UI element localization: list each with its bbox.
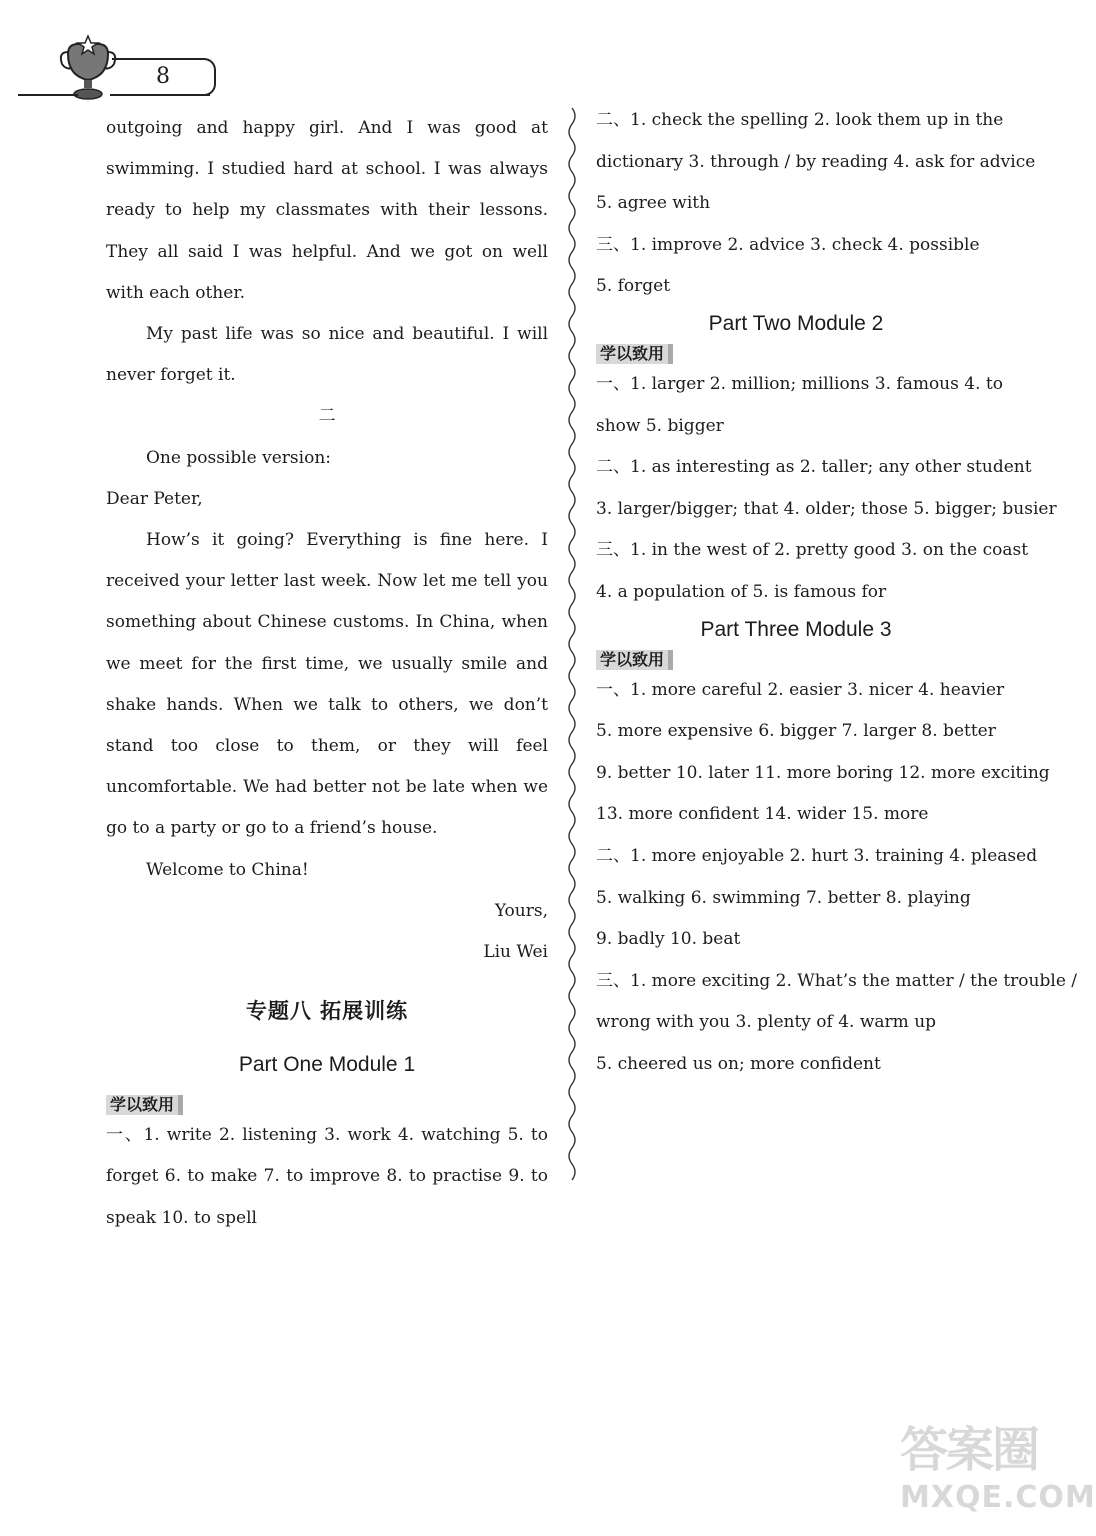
answer-line: 5. cheered us on; more confident — [596, 1053, 881, 1074]
answer-line: 二、1. as interesting as 2. taller; any other student — [596, 457, 1032, 478]
right-column — [596, 100, 1078, 1085]
part-three-title: Part Three Module 3 — [700, 617, 892, 641]
letter-signature: Liu Wei — [483, 942, 548, 963]
answer-line: wrong with you 3. plenty of 4. warm up — [596, 1012, 937, 1033]
watermark-logo — [900, 1420, 1096, 1532]
header-rule-left — [18, 94, 78, 96]
answer-line: 一、1. larger 2. million; millions 3. famous 4. to — [596, 373, 1003, 394]
watermark-cn: 答案圈 — [900, 1422, 1039, 1478]
answer-line: 三、1. improve 2. advice 3. check 4. possible — [596, 234, 980, 255]
answer-line: 4. a population of 5. is famous for — [596, 581, 887, 602]
part-two-tag: 学以致用 — [596, 344, 673, 364]
topic-title: 专题八 拓展训练 — [245, 999, 409, 1024]
letter-salutation: Dear Peter, — [106, 488, 203, 509]
answer-line: 3. larger/bigger; that 4. older; those 5. bigger; busier — [596, 498, 1057, 519]
part-one-title: Part One Module 1 — [238, 1053, 416, 1077]
essay-closing: My past life was so nice and beautiful. I will never forget it. — [106, 324, 548, 386]
part-one-answers: 一、1. write 2. listening 3. work 4. watching 5. to forget 6. to make 7. to improve 8. to practise 9. to speak 10. to spell — [106, 1125, 548, 1228]
answer-line: 5. forget — [596, 276, 671, 297]
answer-line: 三、1. in the west of 2. pretty good 3. on the coast — [596, 540, 1029, 561]
answer-line: 三、1. more exciting 2. What’s the matter / the trouble / — [596, 970, 1078, 991]
answer-line: 13. more confident 14. wider 15. more — [596, 804, 929, 825]
left-column — [106, 108, 548, 1239]
letter-body: How’s it going? Everything is fine here. I received your letter last week. Now let me tell you something about Chinese customs. In China, when we meet for the first time, we usually smile and shake hands. When we talk to others, we don’t stand too close to them, or they will feel uncomfortable. We had better not be late when we go to a party or go to a friend’s house. — [106, 530, 548, 839]
part-three-tag: 学以致用 — [596, 650, 673, 670]
letter-welcome: Welcome to China! — [146, 859, 309, 880]
answer-line: 5. agree with — [596, 193, 711, 214]
page-number: 8 — [112, 58, 216, 96]
answer-line: 9. better 10. later 11. more boring 12. more exciting — [596, 762, 1050, 783]
answer-line: show 5. bigger — [596, 415, 724, 436]
watermark-en: MXQE.COM — [900, 1480, 1096, 1515]
version-label: One possible version: — [146, 447, 331, 468]
answer-line: 5. more expensive 6. bigger 7. larger 8. better — [596, 721, 996, 742]
section-two-mark: 二 — [318, 406, 336, 427]
essay-paragraph: outgoing and happy girl. And I was good at swimming. I studied hard at school. I was always ready to help my classmates with their lessons. They all said I was helpful. And we got on well with each other. — [106, 118, 548, 303]
part-two-title: Part Two Module 2 — [708, 311, 884, 335]
answer-line: 二、1. more enjoyable 2. hurt 3. training 4. pleased — [596, 845, 1038, 866]
answer-line: 5. walking 6. swimming 7. better 8. playing — [596, 887, 971, 908]
part-one-tag: 学以致用 — [106, 1095, 183, 1115]
answer-line: 一、1. more careful 2. easier 3. nicer 4. heavier — [596, 679, 1005, 700]
trophy-icon — [58, 36, 118, 102]
letter-sign-off: Yours, — [494, 900, 548, 921]
answer-line: 9. badly 10. beat — [596, 929, 741, 950]
answer-line: dictionary 3. through / by reading 4. ask for advice — [596, 151, 1036, 172]
answer-line: 二、1. check the spelling 2. look them up in the — [596, 110, 1004, 130]
